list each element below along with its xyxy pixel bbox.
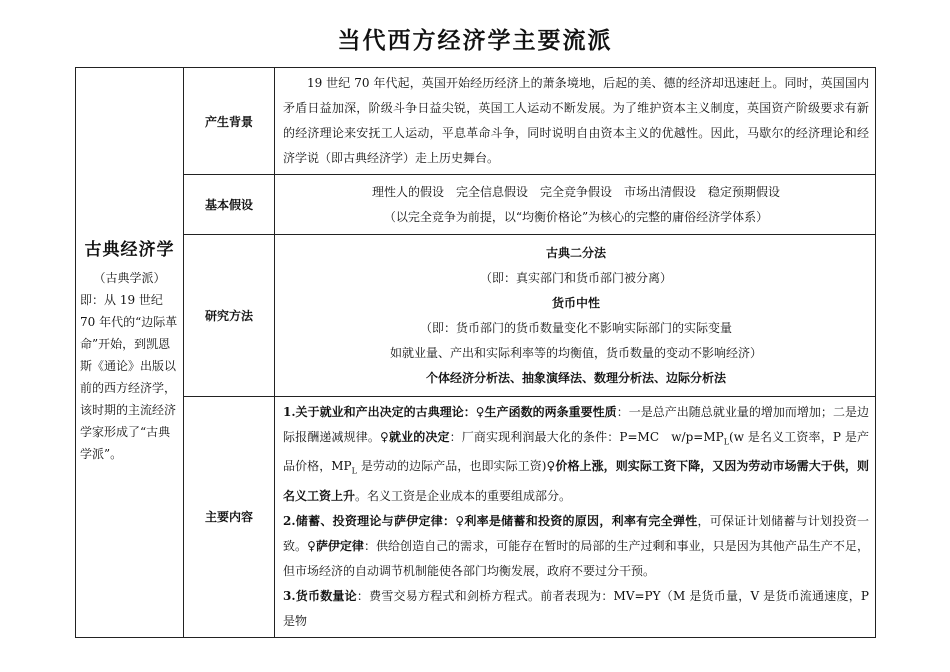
methods-heading-2: 货币中性 <box>551 295 600 310</box>
methods-heading-1: 古典二分法 <box>545 245 606 260</box>
methods-content <box>275 235 876 397</box>
item-1-point-1-heading: 生产函数的两条重要性质 <box>484 405 617 419</box>
table-row-methods <box>76 235 876 397</box>
item-2-point-2-text: ：供给创造自己的需求，可能存在暂时的局部的生产过剩和事业，只是因为其他产品生产不足，但市场经济的自动调节机制能使各部门均衡发展，政府不要过分干预。 <box>283 538 869 578</box>
bulb-icon: ♀ <box>380 430 389 444</box>
school-description: 即：从 19 世纪 70 年代的“边际革命”开始，到凯恩斯《通论》出版以前的西方经济学，该时期的主流经济学家形成了“古典学派”。 <box>80 293 178 462</box>
methods-line-3: 如就业量、产出和实际利率等的均衡值，货币数量的变动不影响经济） <box>389 345 762 360</box>
assumptions-content <box>275 175 876 235</box>
row-label-content: 主要内容 <box>184 397 275 638</box>
row-label-assumptions: 基本假设 <box>184 175 275 235</box>
methods-line-1: （即：真实部门和货币部门被分离） <box>479 270 672 285</box>
subscript-l: L <box>723 437 730 447</box>
item-3-text: ：费雪交易方程式和剑桥方程式。前者表现为：MV=PY（M 是货币量，V 是货币流通速度，P 是物 <box>283 588 869 628</box>
methods-line-2: （即：货币部门的货币数量变化不影响实际部门的实际变量 <box>419 320 732 335</box>
row-label-methods: 研究方法 <box>184 235 275 397</box>
school-cell <box>76 68 184 638</box>
bulb-icon: ♀ <box>546 459 556 474</box>
content-item-1 <box>283 400 869 509</box>
page-title: 当代西方经济学主要流派 <box>337 28 613 54</box>
bulb-icon: ♀ <box>475 405 485 419</box>
content-item-3 <box>283 584 869 634</box>
table-row-background <box>76 68 876 175</box>
row-label-background: 产生背景 <box>184 68 275 175</box>
item-1-point-2-heading: 就业的决定 <box>388 430 450 444</box>
item-1-heading: 1.关于就业和产出决定的古典理论： <box>283 405 476 419</box>
methods-heading-3: 个体经济分析法、抽象演绎法、数理分析法、边际分析法 <box>425 370 726 385</box>
item-1-point-1-text: ：一是总产出随总就业量的增加而增加；二是边际报酬递减规律。 <box>283 405 869 444</box>
item-2-point-1-text: ，可保证计划储蓄与计划投资一致。 <box>283 513 869 553</box>
background-text: 19 世纪 70 年代起，英国开始经历经济上的萧条境地，后起的美、德的经济却迅速赶上。同时，英国国内矛盾日益加深，阶级斗争日益尖锐，英国工人运动不断发展。为了维护资本主义制度，英国资产阶级要求有新的经济理论来安抚工人运动，平息革命斗争，同时说明自由资本主义的优越性。因此，马歇尔的经济理论和经济学说（即古典经济学）走上历史舞台。 <box>283 76 869 165</box>
assumptions-line-1: 理性人的假设 完全信息假设 完全竞争假设 市场出清假设 稳定预期假设 <box>371 184 780 199</box>
bulb-icon: ♀ <box>307 538 316 553</box>
item-3-heading: 3.货币数量论 <box>283 588 357 603</box>
table-row-assumptions <box>76 175 876 235</box>
content-item-2 <box>283 509 869 584</box>
item-2-point-1-heading: 利率是储蓄和投资的原因，利率有完全弹性 <box>464 513 698 528</box>
item-1-point-3-heading: 价格上涨，则实际工资下降，又因为劳动市场需大于供，则名义工资上升 <box>283 459 869 503</box>
item-2-point-2-heading: 萨伊定律 <box>315 538 364 553</box>
schools-table <box>75 67 876 638</box>
item-1-point-3-text: 。名义工资是企业成本的重要组成部分。 <box>355 488 572 503</box>
assumptions-line-2: （以完全竞争为前提，以“均衡价格论”为核心的完整的庸俗经济学体系） <box>383 209 769 224</box>
main-content <box>275 397 876 638</box>
item-1-point-2-text-2: (w 是名义工资率，P 是产品价格，MP <box>283 430 869 474</box>
item-1-point-2-text: ：厂商实现利润最大化的条件：P=MC w/p=MP <box>449 430 724 444</box>
bulb-icon: ♀ <box>455 513 465 528</box>
background-content <box>275 68 876 175</box>
school-name: 古典经济学 <box>84 240 175 261</box>
item-1-point-2-text-3: 是劳动的边际产品，也即实际工资) <box>356 459 547 474</box>
item-2-heading: 2.储蓄、投资理论与萨伊定律： <box>283 513 456 528</box>
table-row-content <box>76 397 876 638</box>
school-alias: （古典学派） <box>93 271 166 286</box>
subscript-l: L <box>351 466 357 476</box>
